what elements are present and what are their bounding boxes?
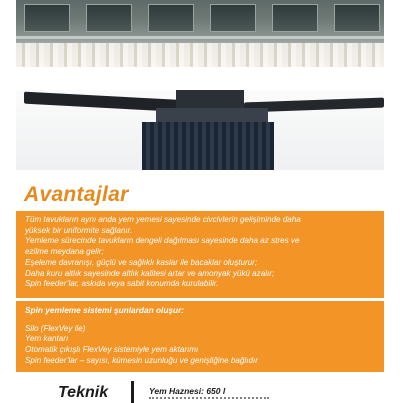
system-item: Silo (FlexVey ile): [25, 323, 86, 333]
advantage-line: Daha kuru altlık sayesinde altlık kalitesi artar ve amonyak yükü azalır;: [25, 268, 275, 278]
barn-window: [272, 4, 318, 32]
system-item: Spin feeder’lar – sayısı, kümesin uzunluğu ve genişliğine bağlıdır: [25, 355, 258, 365]
advantage-line: Yemleme sürecinde tavukların dengeli dağılması sayesinde daha az stres ve: [25, 236, 300, 246]
chicks-floor: [16, 43, 384, 67]
advantage-line: yüksek bir uniformite sağlanır.: [25, 225, 133, 235]
advantage-line: Spin feeder’lar, askıda veya sabit konumda kurulabilir.: [25, 279, 219, 289]
advantage-line: Eşeleme davranışı, güçlü ve sağlıklı kaslar ile bacaklar oluşturur;: [25, 257, 258, 267]
system-item: Yem kantarı: [25, 334, 69, 344]
technical-title: Teknik: [58, 384, 109, 401]
motor-housing: [142, 122, 274, 170]
spinner-hub: [176, 90, 244, 110]
feeder-line: [16, 36, 384, 39]
barn-window: [86, 4, 132, 32]
poultry-house-photo: [16, 0, 384, 67]
spec-hopper: Yem Haznesi: 650 l: [149, 386, 226, 396]
spin-feeder-photo: [16, 90, 384, 170]
system-title: Spin yemleme sistemi şunlardan oluşur:: [25, 305, 185, 315]
system-item: Otomatik çıkışlı FlexVey sistemiyle yem aktarımı: [25, 345, 199, 355]
barn-window: [334, 4, 380, 32]
system-components-panel: [16, 301, 384, 372]
advantages-panel: [16, 211, 384, 298]
barn-window: [148, 4, 194, 32]
motor-cap: [156, 108, 268, 122]
section-heading: Avantajlar: [24, 183, 129, 206]
advantage-line: Tüm tavukların aynı anda yem yemesi sayesinde civcivlerin gelişiminde daha: [25, 215, 301, 224]
barn-window: [210, 4, 256, 32]
advantage-line: ezilme meydana gelir;: [25, 247, 104, 257]
barn-window: [24, 4, 70, 32]
